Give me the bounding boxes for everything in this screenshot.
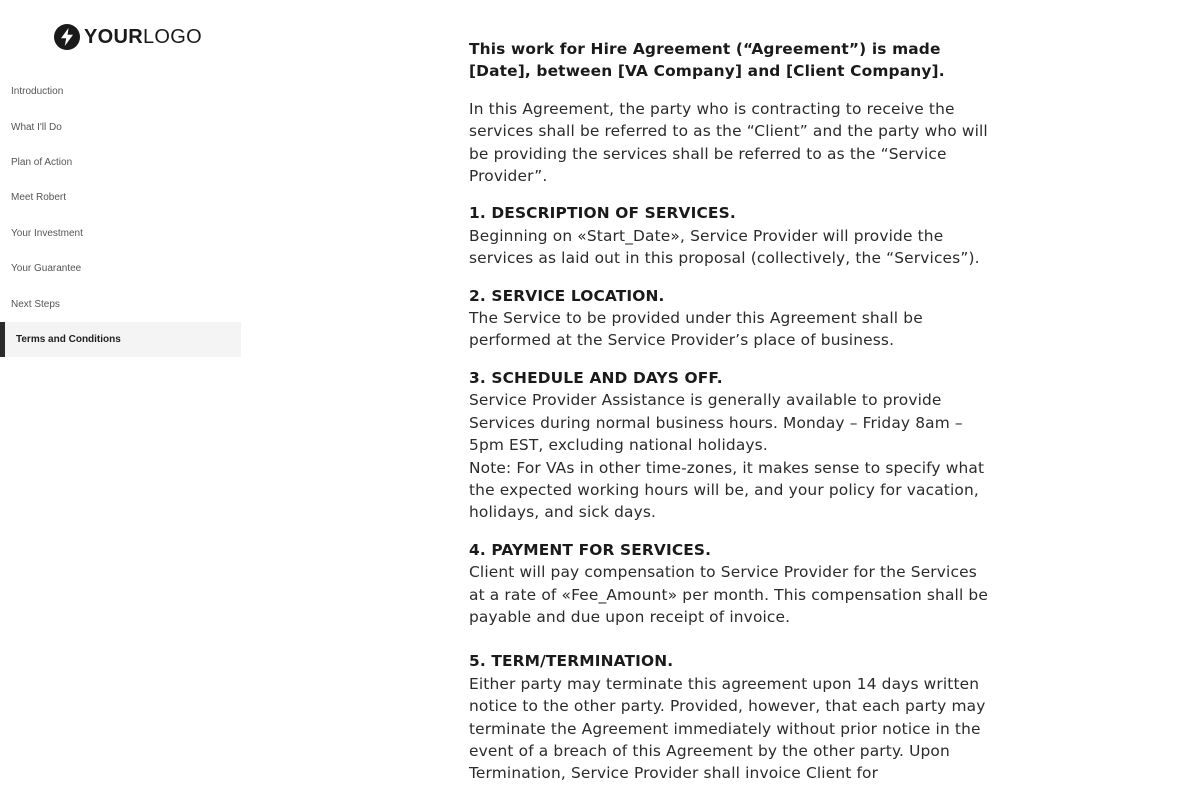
agreement-intro: In this Agreement, the party who is contracting to receive the services shall be referred to as the “Client” and the party who will be providing the services shall be referred to as the “Service Provider”. (469, 99, 988, 186)
section-heading: 3. SCHEDULE AND DAYS OFF. (469, 368, 723, 387)
section-body: Either party may terminate this agreement upon 14 days written notice to the other party. Provided, however, that each party may terminate the Agreement immediately without prior notice in the event of a breach of this Agreement by the other party. Upon Termination, Service Provider shall invoice Client for (469, 674, 986, 783)
section-body: Beginning on «Start_Date», Service Provider will provide the services as laid out in this proposal (collectively, the “Services”). (469, 226, 980, 268)
section-heading: 4. PAYMENT FOR SERVICES. (469, 540, 712, 559)
logo-text-light: LOGO (142, 26, 202, 48)
sidebar (0, 0, 241, 703)
sidebar-item-next-steps[interactable]: Next Steps (11, 298, 60, 310)
sidebar-item-plan-of-action[interactable]: Plan of Action (11, 156, 73, 168)
section-heading: 5. TERM/TERMINATION. (469, 652, 674, 671)
logo-text-strong: YOUR (84, 26, 143, 48)
sidebar-item-introduction[interactable]: Introduction (11, 86, 64, 98)
section-body: Client will pay compensation to Service Provider for the Services at a rate of «Fee_Amount» per month. This compensation shall be payable and due upon receipt of invoice. (469, 563, 988, 626)
logo[interactable] (54, 24, 202, 50)
logo-text (84, 24, 202, 50)
sidebar-item-terms-and-conditions[interactable]: Terms and Conditions (0, 322, 241, 357)
section-note: Note: For VAs in other time-zones, it makes sense to specify what the expected working hours will be, and your policy for vacation, holidays, and sick days. (469, 458, 985, 522)
sidebar-item-meet-robert[interactable]: Meet Robert (11, 192, 67, 204)
sidebar-item-your-guarantee[interactable]: Your Guarantee (11, 263, 82, 275)
sidebar-item-your-investment[interactable]: Your Investment (11, 227, 83, 239)
sidebar-nav (0, 74, 241, 357)
section-heading: 1. DESCRIPTION OF SERVICES. (469, 204, 736, 223)
lightning-bolt-icon (54, 24, 80, 50)
section-body: Service Provider Assistance is generally available to provide Services during normal business hours. Monday – Friday 8am – 5pm EST, excluding national holidays. (469, 391, 963, 455)
section-payment-for-services (469, 539, 989, 629)
agreement-document (469, 38, 989, 800)
agreement-title: This work for Hire Agreement (“Agreement”) is made [Date], between [VA Company] and [Client Company]. (469, 40, 945, 81)
section-term-termination (469, 650, 989, 784)
section-description-of-services (469, 202, 989, 269)
section-schedule-and-days-off (469, 367, 989, 524)
sidebar-item-what-ill-do[interactable]: What I'll Do (11, 121, 62, 133)
section-body: The Service to be provided under this Agreement shall be performed at the Service Provider’s place of business. (469, 309, 923, 350)
section-service-location (469, 285, 989, 352)
section-heading: 2. SERVICE LOCATION. (469, 286, 665, 305)
